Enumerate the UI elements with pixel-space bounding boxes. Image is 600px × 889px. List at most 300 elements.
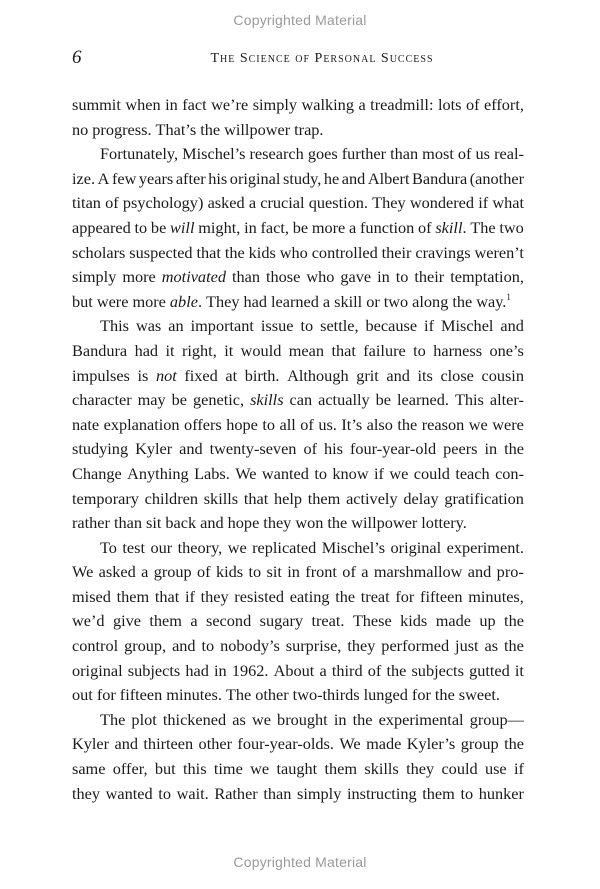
word: that: [196, 242, 221, 262]
text-line: [72, 241, 524, 266]
word: peers: [443, 439, 478, 459]
text-line: [72, 191, 524, 216]
word: controlled: [311, 242, 378, 262]
word: We: [339, 734, 361, 754]
text-line: [72, 536, 524, 561]
word: Mischel’s: [182, 144, 246, 164]
word: Bandura: [72, 340, 128, 360]
word: we: [251, 709, 271, 729]
word: and: [114, 734, 138, 754]
word: close: [440, 365, 474, 385]
word: because: [365, 316, 418, 336]
word: of: [367, 660, 382, 680]
word: failure: [363, 340, 406, 360]
word: an: [168, 316, 184, 336]
word: twenty-seven: [209, 439, 297, 459]
word: his: [323, 439, 343, 459]
word: to: [314, 463, 327, 483]
word: learned.: [396, 390, 449, 410]
body-text: [72, 93, 524, 806]
word: weren’t: [474, 242, 524, 262]
word: the: [504, 439, 524, 459]
word: asked: [207, 193, 245, 213]
text-line: [72, 782, 524, 807]
word: of: [465, 95, 480, 114]
word: and: [200, 513, 224, 533]
word: us.: [318, 414, 337, 434]
text-line: [72, 364, 524, 389]
word: performed: [381, 636, 450, 656]
word: study,: [283, 168, 322, 188]
word: than: [231, 267, 260, 287]
copyright-watermark-bottom: Copyrighted Material: [233, 854, 367, 870]
word: of: [342, 562, 356, 582]
word: if: [373, 463, 384, 483]
word: if: [424, 316, 434, 336]
word: two: [383, 291, 409, 311]
text-line: [72, 216, 524, 241]
word: That’s: [155, 119, 197, 139]
word: Although: [287, 365, 349, 385]
word: who: [306, 267, 335, 287]
word: the: [504, 636, 524, 656]
word: Rather: [214, 783, 258, 803]
word: gave: [340, 267, 372, 287]
word: they: [347, 636, 376, 656]
text-line: [72, 560, 524, 585]
word: could: [413, 463, 450, 483]
word: to: [262, 414, 276, 434]
word: more: [132, 291, 166, 311]
word: studying: [72, 439, 129, 459]
word: in: [333, 709, 347, 729]
word: To: [100, 537, 117, 557]
word: were: [492, 414, 524, 434]
word: sweet.: [458, 685, 500, 705]
word: to: [201, 636, 215, 656]
word: of: [197, 562, 211, 582]
word: we: [468, 414, 488, 434]
word: thickened: [162, 709, 227, 729]
word: is: [137, 365, 149, 385]
word: same: [72, 759, 106, 779]
word: be: [375, 390, 391, 410]
word: ize.: [72, 168, 96, 188]
word: two-thirds: [292, 685, 360, 705]
word: also: [366, 414, 393, 434]
word: kids: [248, 242, 276, 262]
word: real-: [494, 144, 524, 164]
word: control: [72, 636, 119, 656]
word: we: [389, 463, 409, 483]
word: Albert: [367, 168, 410, 188]
word: taught: [276, 759, 318, 779]
word: effort,: [484, 95, 524, 114]
text-line: [72, 167, 524, 192]
word: harness: [433, 340, 483, 360]
word: a: [358, 95, 366, 114]
text-line: [72, 609, 524, 634]
copyright-watermark-top: Copyrighted Material: [233, 12, 367, 28]
word: subjects: [411, 660, 464, 680]
word: original: [72, 660, 123, 680]
word: Kyler: [72, 734, 110, 754]
word: Anything: [127, 463, 189, 483]
word: important: [190, 316, 254, 336]
word: to: [395, 267, 409, 287]
word: fact: [182, 95, 207, 114]
text-line: [72, 511, 524, 536]
word: settle,: [320, 316, 359, 336]
word: second: [206, 611, 252, 631]
word: were: [96, 291, 129, 311]
word: made: [435, 611, 471, 631]
word: the: [452, 291, 473, 311]
word: motivated: [161, 267, 226, 287]
word: them: [307, 488, 341, 508]
word: progress.: [92, 119, 152, 139]
word: Mischel’s: [321, 537, 386, 557]
word: learned: [270, 291, 319, 311]
word: skill: [334, 291, 363, 311]
word: They: [206, 291, 240, 311]
word: hope: [227, 513, 260, 533]
word: surprise,: [285, 636, 342, 656]
word: made: [366, 734, 402, 754]
word: group,: [124, 636, 167, 656]
text-line: [72, 314, 524, 339]
word: experimental: [378, 709, 464, 729]
word: group—: [469, 709, 524, 729]
word: 1962.: [231, 660, 269, 680]
word: mean: [288, 340, 325, 360]
word: and: [386, 365, 410, 385]
word: this: [183, 759, 207, 779]
word: fixed: [184, 365, 218, 385]
word: brought: [277, 709, 328, 729]
word: back: [165, 513, 197, 533]
word: temptation,: [450, 267, 524, 287]
word: sit: [266, 562, 282, 582]
text-line: [72, 118, 524, 143]
word: Bandura: [412, 168, 468, 188]
word: asked: [98, 562, 136, 582]
page-number: 6: [72, 47, 82, 68]
word: give: [112, 611, 141, 631]
word: had: [134, 340, 159, 360]
word: thirteen: [143, 734, 194, 754]
word: fact,: [260, 217, 289, 237]
word: might,: [198, 217, 241, 237]
word: nobody’s: [220, 636, 280, 656]
word: of: [457, 144, 472, 164]
word: who: [279, 242, 308, 262]
word: appeared: [72, 217, 131, 237]
word: to: [134, 217, 148, 237]
word: but: [154, 759, 176, 779]
text-line: [72, 388, 524, 413]
word: us: [475, 144, 491, 164]
word: sugary: [259, 611, 304, 631]
word: be: [171, 390, 188, 410]
word: time: [213, 759, 243, 779]
word: to: [413, 340, 426, 360]
word: had: [243, 291, 267, 311]
word: Labs.: [194, 463, 230, 483]
word: resisted: [234, 586, 285, 606]
word: original: [229, 168, 281, 188]
word: a: [141, 562, 149, 582]
word: all: [279, 414, 296, 434]
word: question.: [308, 193, 368, 213]
word: issue: [260, 316, 294, 336]
word: Fortunately,: [100, 144, 179, 164]
word: than: [113, 513, 142, 533]
word: it: [165, 340, 175, 360]
word: wanted: [261, 463, 309, 483]
word: was: [135, 316, 162, 336]
word: the: [504, 734, 524, 754]
word: than: [263, 783, 292, 803]
word: reason: [421, 414, 465, 434]
word: that: [331, 340, 356, 360]
word: or: [366, 291, 380, 311]
word: skills: [250, 390, 284, 410]
word: genetic,: [193, 390, 245, 410]
word: right,: [181, 340, 217, 360]
word: in: [214, 660, 227, 680]
word: them: [422, 783, 455, 803]
word: This: [454, 390, 484, 410]
word: for: [395, 586, 415, 606]
text-line: [72, 585, 524, 610]
word: a: [322, 291, 331, 311]
word: willpower: [224, 119, 291, 139]
text-line: [72, 290, 524, 315]
word: as: [484, 636, 499, 656]
word: our: [150, 537, 173, 557]
word: treat: [360, 586, 390, 606]
word: we: [227, 537, 247, 557]
word: actively: [346, 488, 398, 508]
word: most: [422, 144, 454, 164]
word: character: [72, 390, 132, 410]
word: the: [224, 242, 245, 262]
text-line: [72, 708, 524, 733]
word: out: [72, 685, 93, 705]
word: offer,: [112, 759, 148, 779]
word: birth.: [244, 365, 280, 385]
word: if: [184, 586, 195, 606]
word: when: [125, 95, 161, 114]
word: fifteen: [119, 685, 163, 705]
word: won: [295, 513, 324, 533]
word: they: [200, 586, 229, 606]
word: the: [397, 414, 418, 434]
word: minutes.: [166, 685, 222, 705]
word: eating: [289, 586, 330, 606]
word: fifteen: [420, 586, 463, 606]
word: pro-: [496, 562, 524, 582]
word: group: [460, 734, 499, 754]
word: grit: [356, 365, 379, 385]
word: years: [138, 168, 174, 188]
word: in: [244, 217, 257, 237]
text-line: [72, 142, 524, 167]
word: teach: [455, 463, 490, 483]
word: lunged: [363, 685, 408, 705]
word: wondered: [409, 193, 475, 213]
word: four-year-olds.: [237, 734, 334, 754]
word: them: [149, 611, 182, 631]
word: them: [116, 586, 150, 606]
word: skills: [203, 488, 239, 508]
word: simply: [252, 95, 298, 114]
word: to: [248, 562, 262, 582]
word: and: [500, 316, 524, 336]
word: and: [467, 562, 492, 582]
word: in: [377, 267, 390, 287]
word: We: [72, 562, 94, 582]
word: instructing: [346, 783, 417, 803]
word: delay: [403, 488, 439, 508]
word: if: [513, 759, 524, 779]
word: their: [381, 242, 412, 262]
word: it: [224, 340, 234, 360]
word: use: [484, 759, 507, 779]
word: of: [303, 439, 317, 459]
word: those: [265, 267, 301, 287]
word: able.: [169, 291, 203, 311]
word: wanted: [105, 783, 153, 803]
text-line: [72, 683, 524, 708]
word: walking: [301, 95, 354, 114]
word: the: [504, 611, 524, 631]
word: further: [341, 144, 387, 164]
word: other: [255, 685, 289, 705]
word: plot: [131, 709, 157, 729]
text-line: [72, 659, 524, 684]
word: marshmallow: [373, 562, 463, 582]
word: Kyler’s: [406, 734, 456, 754]
word: crucial: [260, 193, 305, 213]
word: way.$^1$: [476, 291, 511, 311]
word: that: [243, 488, 269, 508]
word: temporary: [72, 488, 139, 508]
word: About: [273, 660, 315, 680]
word: wait.: [176, 783, 209, 803]
text-line: [72, 732, 524, 757]
word: scholars: [72, 242, 126, 262]
word: gratification: [444, 488, 524, 508]
running-head: The Science of Personal Success: [210, 51, 434, 66]
word: and: [341, 168, 366, 188]
word: Mischel: [440, 316, 494, 336]
word: for: [96, 685, 116, 705]
word: more: [122, 267, 156, 287]
word: rather: [72, 513, 110, 533]
word: we: [250, 759, 270, 779]
word: not: [155, 365, 177, 385]
word: hope: [226, 414, 258, 434]
word: in: [165, 95, 178, 114]
text-line: [72, 757, 524, 782]
word: just: [455, 636, 479, 656]
word: explanation: [103, 414, 180, 434]
word: skills: [364, 759, 399, 779]
word: cousin: [481, 365, 524, 385]
word: along: [412, 291, 449, 311]
word: be: [292, 217, 309, 237]
word: actually: [318, 390, 370, 410]
word: it: [514, 660, 524, 680]
word: them: [324, 759, 358, 779]
word: to: [158, 783, 171, 803]
word: It’s: [341, 414, 363, 434]
word: of: [105, 193, 119, 213]
word: more: [311, 217, 346, 237]
word: he: [323, 168, 340, 188]
word: if: [478, 193, 489, 213]
word: experiment.: [446, 537, 524, 557]
word: cravings: [415, 242, 471, 262]
word: a: [319, 660, 327, 680]
word: a: [248, 193, 257, 213]
word: can: [289, 390, 313, 410]
word: sit: [146, 513, 162, 533]
word: hunker: [478, 783, 524, 803]
word: a: [361, 562, 369, 582]
word: the: [200, 119, 221, 139]
word: may: [137, 390, 166, 410]
word: trap.: [294, 119, 324, 139]
word: These: [352, 611, 392, 631]
word: know: [332, 463, 369, 483]
word: Kyler: [135, 439, 173, 459]
word: kids: [215, 562, 244, 582]
word: and: [179, 439, 203, 459]
word: mised: [72, 586, 111, 606]
word: alter-: [489, 390, 524, 410]
word: They: [372, 193, 406, 213]
word: function: [360, 217, 415, 237]
word: their: [414, 267, 445, 287]
word: at: [225, 365, 238, 385]
word: what: [492, 193, 524, 213]
word: gutted: [469, 660, 510, 680]
word: would: [240, 340, 282, 360]
word: This: [100, 316, 129, 336]
text-line: [72, 413, 524, 438]
word: they: [263, 513, 292, 533]
word: and: [172, 636, 196, 656]
word: nate: [72, 414, 100, 434]
word: con-: [495, 463, 524, 483]
word: in: [287, 562, 300, 582]
word: we’d: [72, 611, 105, 631]
word: theory,: [177, 537, 223, 557]
word: The: [225, 685, 252, 705]
word: the: [386, 660, 407, 680]
word: had: [185, 660, 209, 680]
word: The: [100, 709, 126, 729]
word: to: [300, 316, 314, 336]
text-line: [72, 93, 524, 118]
word: lottery.: [421, 513, 467, 533]
word: psychology): [122, 193, 204, 213]
word: two: [499, 217, 524, 237]
word: We: [235, 463, 257, 483]
